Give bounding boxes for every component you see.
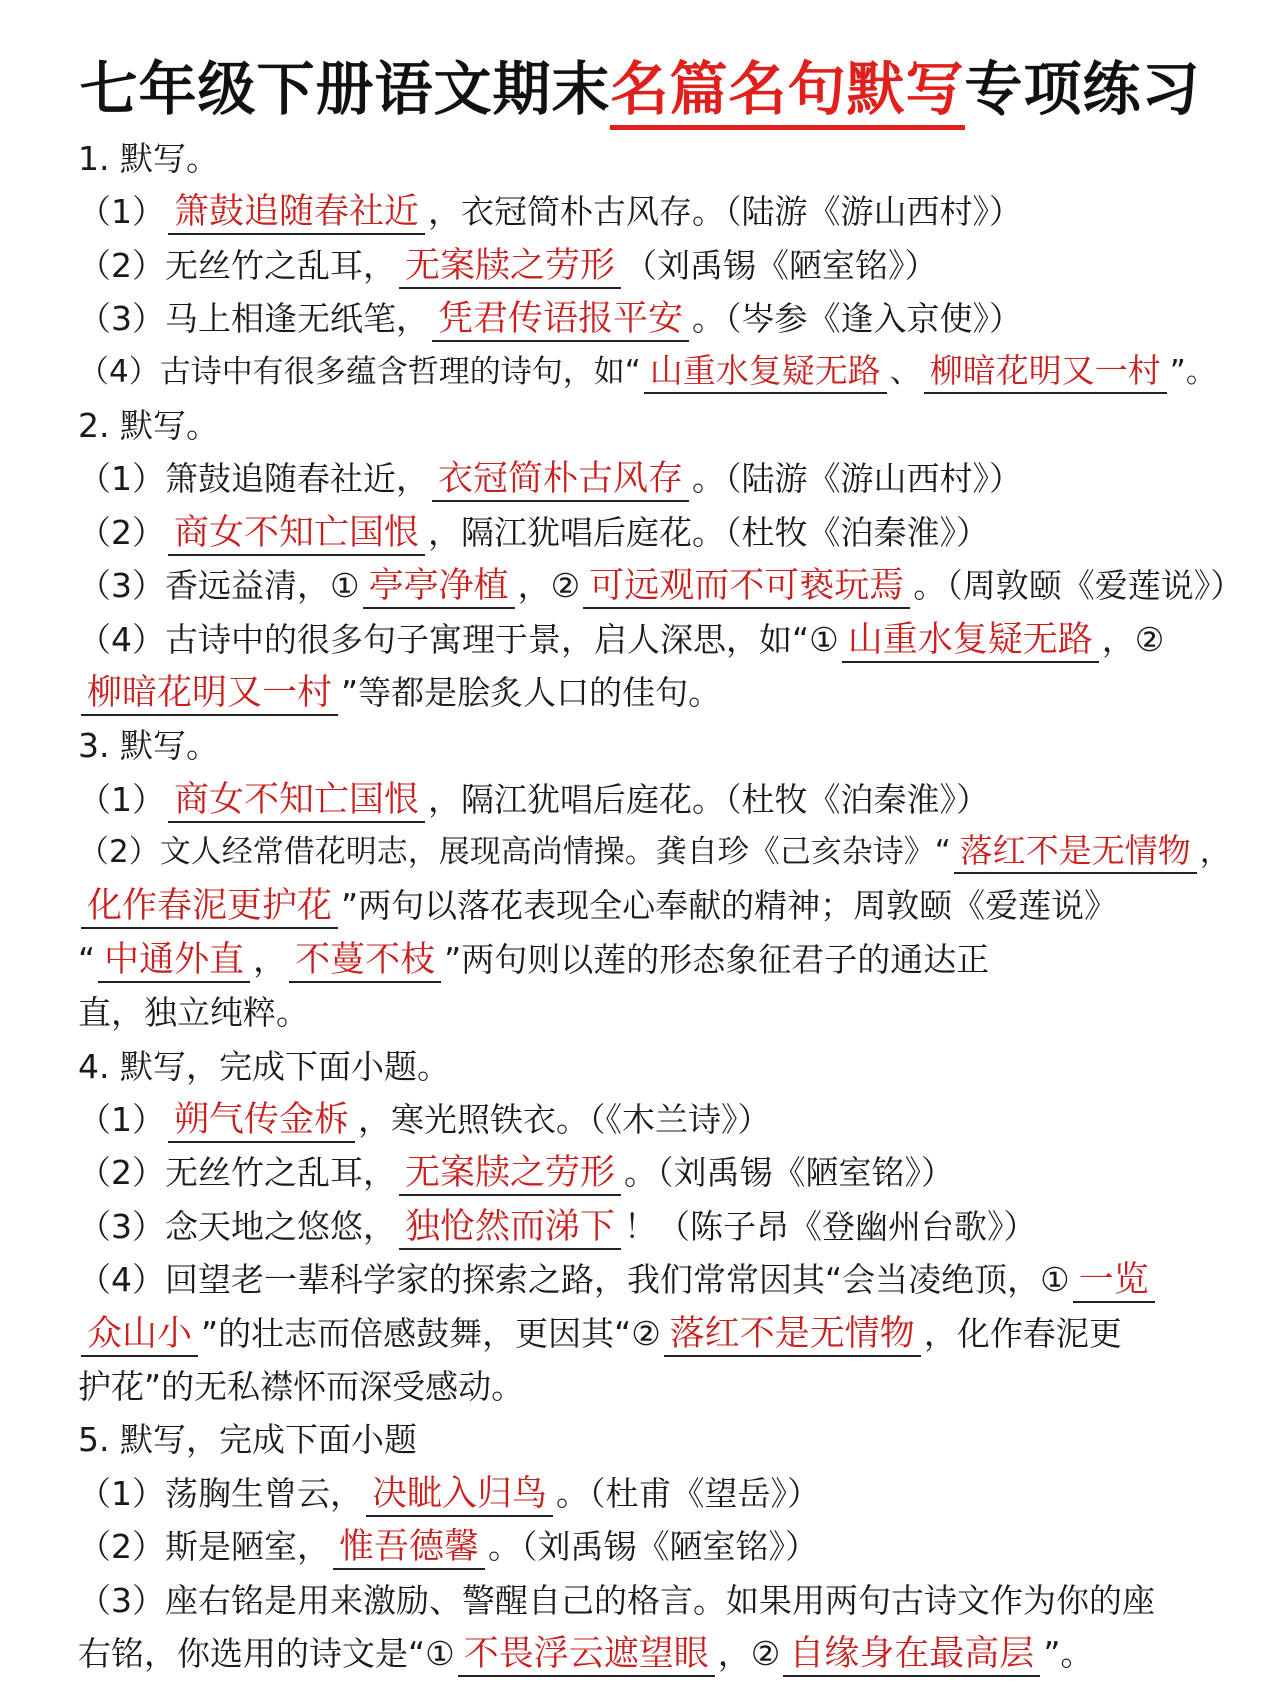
answer-blank: 凭君传语报平安 <box>432 298 689 342</box>
text-line <box>78 1200 1248 1253</box>
question-text: （3）念天地之悠悠， <box>78 1206 396 1246</box>
exercise-body <box>78 132 1248 1680</box>
question-text: ， <box>1199 834 1231 871</box>
answer-blank: 不蔓不枝 <box>289 939 441 983</box>
answer-blank: 商女不知亡国恨 <box>168 779 425 823</box>
question-text: 。（岑参《逢入京使》） <box>692 299 1023 339</box>
question-text: 2. 默写。 <box>78 405 219 445</box>
answer-blank: 可远观而不可亵玩焉 <box>583 565 910 609</box>
answer-blank: 箫鼓追随春社近 <box>168 191 425 235</box>
question-text: 4. 默写，完成下面小题。 <box>78 1046 450 1086</box>
text-line <box>78 506 1248 559</box>
answer-blank: 柳暗花明又一村 <box>81 672 338 716</box>
question-text: （3）马上相逢无纸笔， <box>78 299 429 339</box>
question-text: （4）古诗中的很多句子寓理于景，启人深思，如“① <box>78 619 839 659</box>
question-text: ”。 <box>1043 1633 1094 1673</box>
question-text: ！（陈子昂《登幽州台歌》） <box>624 1206 1037 1246</box>
answer-blank: 亭亭净植 <box>363 565 515 609</box>
question-text: 1. 默写。 <box>78 139 219 178</box>
text-line <box>78 666 1248 719</box>
answer-blank: 朔气传金柝 <box>168 1099 355 1143</box>
text-line <box>78 399 1248 452</box>
answer-blank: 惟吾德馨 <box>333 1526 485 1570</box>
question-text: ”两句则以莲的形态象征君子的通达正 <box>444 939 990 979</box>
question-text: 3. 默写。 <box>78 726 219 766</box>
answer-blank: 不畏浮云遮望眼 <box>458 1633 715 1677</box>
question-text: 。（陆游《游山西村》） <box>692 459 1023 499</box>
question-text: ，隔江犹唱后庭花。（杜牧《泊秦淮》） <box>428 512 990 552</box>
question-text: ，衣冠简朴古风存。（陆游《游山西村》） <box>428 192 1023 232</box>
question-text: 右铭，你选用的诗文是“① <box>78 1633 455 1673</box>
question-text: （1） <box>78 1100 165 1140</box>
question-text: ”。 <box>1169 353 1217 390</box>
question-text: 。（周敦颐《爱莲说》） <box>913 566 1244 606</box>
question-text: 直，独立纯粹。 <box>78 993 309 1033</box>
title-post: 专项练习 <box>964 55 1201 123</box>
question-text: （3）香远益清，① <box>78 566 360 606</box>
question-text: （2）斯是陋室， <box>78 1527 330 1567</box>
question-text: 、 <box>889 353 921 390</box>
answer-blank: 衣冠简朴古风存 <box>432 458 689 502</box>
answer-blank: 柳暗花明又一村 <box>924 350 1167 394</box>
question-text: ”两句以落花表现全心奉献的精神；周敦颐《爱莲说》 <box>341 886 1118 926</box>
text-line <box>78 986 1248 1039</box>
text-line <box>78 239 1248 292</box>
answer-blank: 落红不是无情物 <box>954 830 1197 874</box>
question-text: （2） <box>78 512 165 552</box>
question-text: ，② <box>717 1633 781 1673</box>
question-text: （刘禹锡《陋室铭》） <box>624 245 938 285</box>
answer-blank: 中通外直 <box>98 939 250 983</box>
answer-blank: 落红不是无情物 <box>664 1313 921 1357</box>
text-line <box>78 879 1248 932</box>
answer-blank: 山重水复疑无路 <box>842 619 1099 663</box>
answer-blank: 决眦入归鸟 <box>366 1473 553 1517</box>
text-line <box>78 1574 1248 1627</box>
question-text: （3）座右铭是用来激励、警醒自己的格言。如果用两句古诗文作为你的座 <box>78 1580 1155 1620</box>
text-line <box>78 613 1248 666</box>
text-line <box>78 452 1248 505</box>
text-line <box>78 933 1248 986</box>
question-text: 护花”的无私襟怀而深受感动。 <box>78 1366 525 1406</box>
question-text: ，② <box>1101 619 1165 659</box>
question-text: （1） <box>78 192 165 232</box>
title-pre: 七年级下册语文期末 <box>79 55 611 123</box>
answer-blank: 自缘身在最高层 <box>783 1633 1040 1677</box>
text-line <box>78 719 1248 772</box>
text-line <box>78 1040 1248 1093</box>
question-text: （1）箫鼓追随春社近， <box>78 459 429 499</box>
question-text: ，隔江犹唱后庭花。（杜牧《泊秦淮》） <box>428 779 990 819</box>
question-text: （4）古诗中有很多蕴含哲理的诗句，如“ <box>78 353 641 390</box>
question-text: ，② <box>517 566 581 606</box>
answer-blank: 山重水复疑无路 <box>644 350 887 394</box>
text-line <box>78 559 1248 612</box>
text-line <box>78 1253 1248 1306</box>
question-text: 。（刘禹锡《陋室铭》） <box>488 1527 819 1567</box>
question-text: 。（杜甫《望岳》） <box>556 1473 821 1513</box>
answer-blank: 无案牍之劳形 <box>399 245 621 289</box>
text-line <box>78 1520 1248 1573</box>
text-line <box>78 1093 1248 1146</box>
question-text: （4）回望老一辈科学家的探索之路，我们常常因其“会当凌绝顶，① <box>78 1260 1070 1300</box>
question-text: （1）荡胸生曾云， <box>78 1473 363 1513</box>
page-title <box>0 42 1280 126</box>
text-line <box>78 1146 1248 1199</box>
question-text: ，寒光照铁衣。（《木兰诗》） <box>358 1100 771 1140</box>
text-line <box>78 1467 1248 1520</box>
text-line <box>78 1360 1248 1413</box>
question-text: “ <box>78 939 96 979</box>
text-line <box>78 1413 1248 1466</box>
answer-blank: 化作春泥更护花 <box>81 885 338 929</box>
question-text: （2）文人经常借花明志，展现高尚情操。龚自珍《己亥杂诗》“ <box>78 834 951 871</box>
answer-blank: 众山小 <box>81 1313 198 1357</box>
question-text: ，化作春泥更 <box>923 1313 1122 1353</box>
question-text: ”等都是脍炙人口的佳句。 <box>341 672 722 712</box>
question-text: （1） <box>78 779 165 819</box>
question-text: （2）无丝竹之乱耳， <box>78 1153 396 1193</box>
question-text: ”的壮志而倍感鼓舞，更因其“② <box>201 1313 661 1353</box>
answer-blank: 独怆然而涕下 <box>399 1206 621 1250</box>
text-line <box>78 826 1248 879</box>
title-highlight: 名篇名句默写 <box>610 55 964 130</box>
text-line <box>78 292 1248 345</box>
text-line <box>78 185 1248 238</box>
question-text: 。（刘禹锡《陋室铭》） <box>624 1153 955 1193</box>
text-line <box>78 346 1248 399</box>
answer-blank: 无案牍之劳形 <box>399 1152 621 1196</box>
text-line <box>78 1627 1248 1680</box>
answer-blank: 商女不知亡国恨 <box>168 512 425 556</box>
text-line <box>78 773 1248 826</box>
text-line <box>78 1307 1248 1360</box>
question-text: ， <box>253 939 287 979</box>
text-line <box>78 132 1248 185</box>
question-text: （2）无丝竹之乱耳， <box>78 245 396 285</box>
answer-blank: 一览 <box>1073 1259 1155 1303</box>
question-text: 5. 默写，完成下面小题 <box>78 1420 417 1460</box>
